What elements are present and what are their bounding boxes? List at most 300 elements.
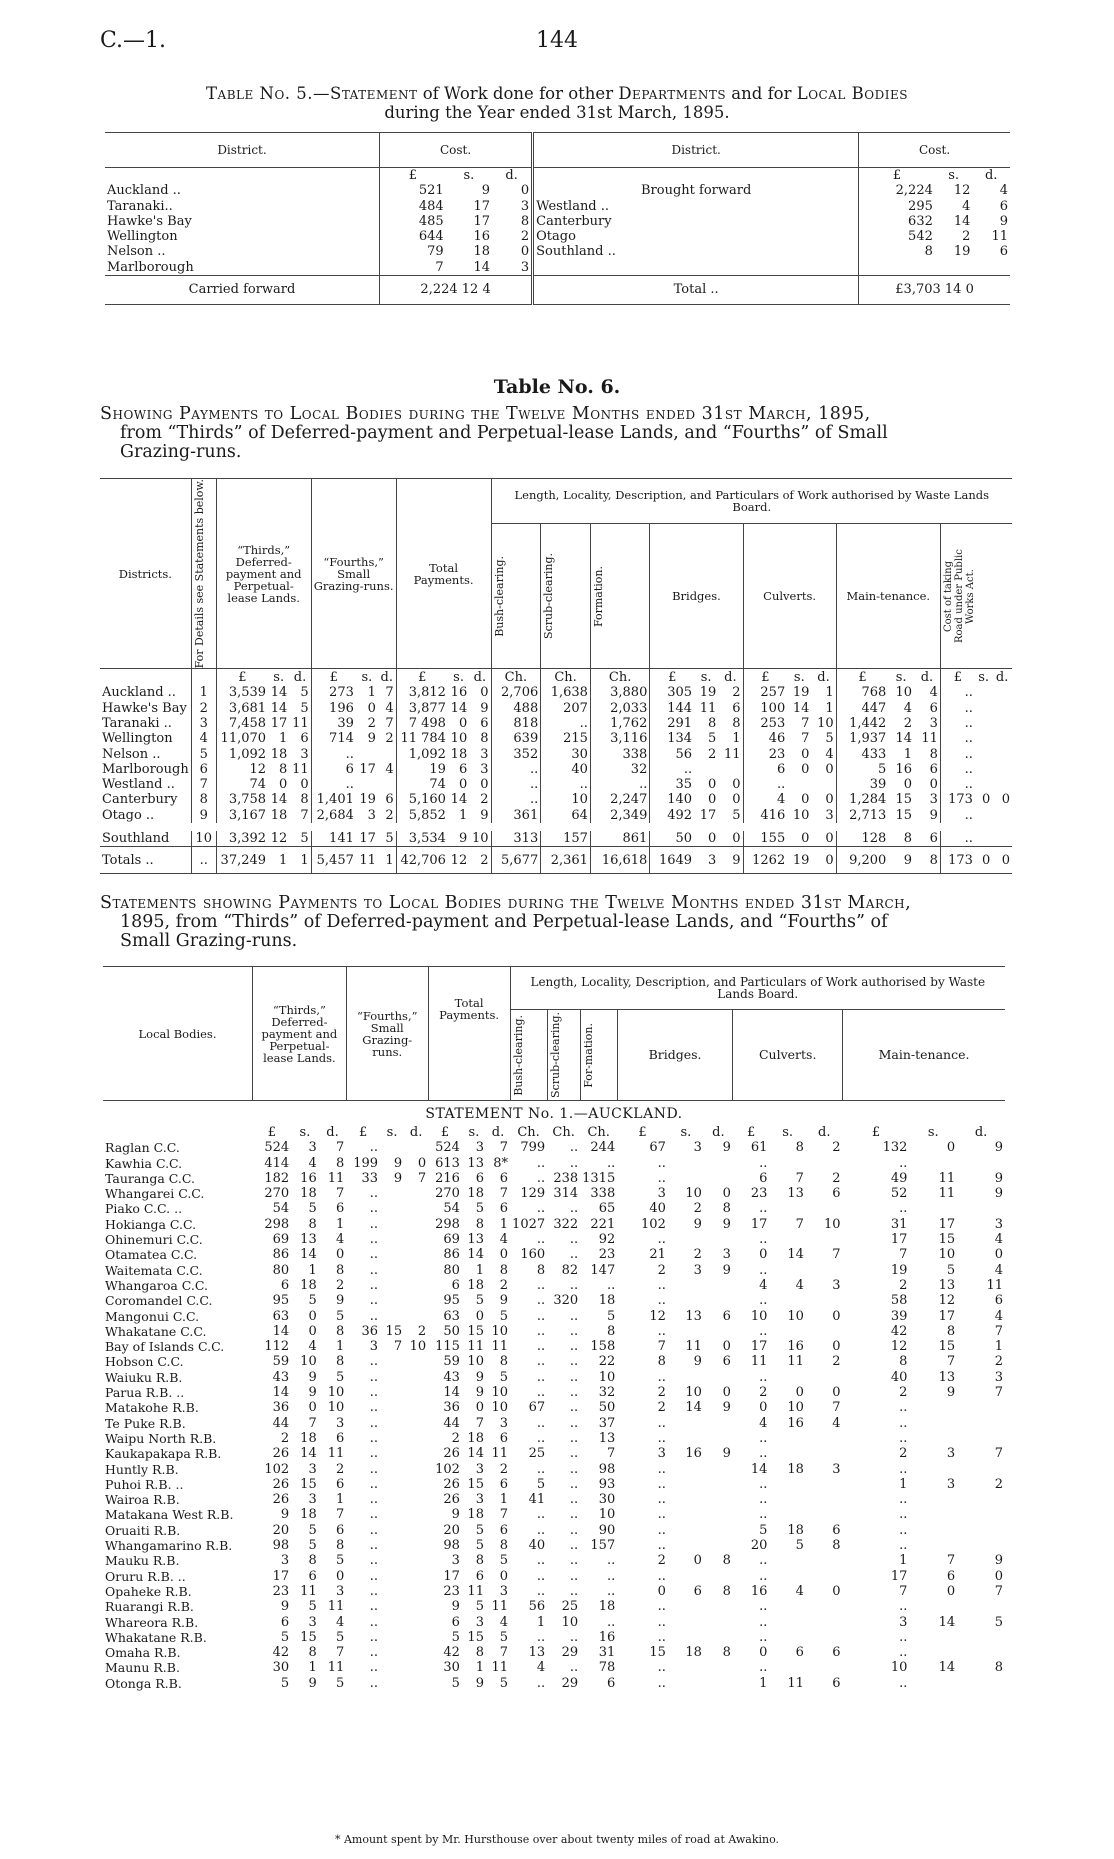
maintenance-header: Main-tenance. [843,1010,1005,1101]
value-cell: 0 [946,1583,956,1599]
value-cell: 8 [475,1216,484,1232]
value-cell: 0 [499,1247,509,1263]
value-cell: 1 [336,1339,345,1355]
value-cell: 3,534 [408,831,446,847]
value-cell: 14 [467,1247,484,1263]
value-cell [957,1538,1005,1553]
value-cell: .. [369,1446,379,1462]
value-cell: 3 [308,1492,317,1508]
local-body-name: Huntly R.B. [105,1461,179,1477]
value-cell: .. [606,1277,616,1293]
value-cell: 7 [336,1507,345,1523]
value-cell [957,1201,1005,1216]
value-cell: 14 [270,792,288,808]
table-row [103,1462,1005,1477]
cost-value: 0 [492,183,533,198]
value-cell: 8 [336,1155,345,1171]
value-cell [668,1492,704,1507]
value-cell [668,1156,704,1171]
value-cell [668,1523,704,1538]
value-cell [806,1324,843,1339]
value-cell: 6 [345,761,354,777]
value-cell: .. [536,1277,546,1293]
value-cell: 0 [417,1155,427,1171]
value-cell [380,1538,404,1553]
value-cell: .. [899,1538,908,1554]
value-cell: 6 [499,1522,509,1538]
value-cell: 5 [308,1522,317,1538]
value-cell: 5 [336,1629,345,1645]
value-cell: 9 [191,808,216,823]
value-cell: .. [369,1186,379,1202]
value-cell: 3 [899,1614,908,1630]
value-cell [806,1599,843,1614]
value-cell [957,1431,1005,1446]
table-row [103,1385,1005,1400]
value-cell: .. [759,1369,768,1385]
value-cell: .. [606,1614,616,1630]
value-cell: 3 [832,1461,841,1477]
value-cell: 0 [722,1186,731,1202]
value-cell: 36 [361,1323,379,1339]
table-row [100,747,1012,762]
value-cell: 7 [336,1186,345,1202]
value-cell [975,808,992,823]
totals-row [100,847,1012,874]
length-header: Length, Locality, Description, and Particulars of Work authorised by Waste Lands Board. [491,479,1012,524]
value-cell: 11,070 [220,731,267,747]
value-cell: 1 [308,1262,317,1278]
local-body-name: Whangarei C.C. [105,1186,205,1202]
value-cell [957,1462,1005,1477]
value-cell: 3,812 [408,685,446,701]
value-cell: 2 [899,1277,908,1293]
value-cell: .. [569,1201,579,1217]
value-cell: 15 [895,807,913,823]
value-cell: 4 [378,762,396,777]
unit-label: Ch. [491,669,541,686]
value-cell: 6 [475,1170,484,1186]
value-cell: 9 [722,1446,731,1462]
value-cell [356,777,378,792]
value-cell: 1,442 [849,715,887,731]
value-cell: 9 [722,1262,731,1278]
value-cell: 7 [499,1507,509,1523]
value-cell: 10 [824,1216,841,1232]
value-cell: 2 [693,1247,702,1263]
value-cell: 6 [289,731,311,746]
unit-label: s. [268,669,289,686]
local-bodies-header: Local Bodies. [103,967,253,1101]
value-cell: .. [759,1323,768,1339]
value-cell: 82 [561,1262,579,1278]
unit-label: s. [386,1125,398,1140]
value-cell: .. [899,1599,908,1615]
value-cell [909,1400,957,1415]
table-row [103,1615,1005,1630]
local-body-name: Whangamarino R.B. [105,1538,233,1554]
value-cell: .. [536,1522,546,1538]
value-cell: 5 [336,1675,345,1691]
value-cell [769,1370,806,1385]
value-cell: 11 [685,1339,702,1355]
value-cell: .. [369,1247,379,1263]
value-cell: 14 [270,685,288,701]
value-cell: 14 [467,1446,484,1462]
unit-label: s. [927,1125,939,1140]
value-cell: 17 [890,1568,908,1584]
value-cell: 8 [903,831,913,847]
value-cell: 40 [649,1201,666,1217]
district-name: Taranaki.. [105,199,380,214]
unit-label: £ [311,669,356,686]
value-cell: .. [899,1400,908,1416]
value-cell [718,762,743,777]
value-cell [769,1553,806,1568]
value-cell: 5 [536,1476,546,1492]
value-cell [769,1599,806,1614]
value-cell: 50 [443,1323,460,1339]
value-cell: 0 [336,1247,345,1263]
value-cell: 59 [272,1354,290,1370]
value-cell: 5 [994,1614,1003,1630]
value-cell: .. [569,1461,579,1477]
value-cell: 5 [878,761,887,777]
value-cell: 0 [832,1339,841,1355]
unit-label: Ch. [517,1125,540,1140]
value-cell [992,701,1012,716]
value-cell [704,1416,733,1431]
unit-label: £ [892,168,902,183]
value-cell [769,1492,806,1507]
value-cell: 4 [795,1277,804,1293]
table-row [103,1446,1005,1461]
value-cell: 2 [336,1277,345,1293]
table6-caption-line2: from “Thirds” of Deferred-payment and Perpetual-lease Lands, and “Fourths” of Small [120,423,888,443]
value-cell: 3 [191,716,216,731]
value-cell: .. [657,1629,666,1645]
value-cell: .. [606,1155,616,1171]
value-cell: .. [657,1507,666,1523]
value-cell: 1 [499,1492,509,1508]
table-row [103,1293,1005,1308]
blank-cell [859,260,935,276]
value-cell: 639 [491,731,541,746]
value-cell: 4 [759,1415,768,1431]
value-cell: .. [369,1614,379,1630]
value-cell: 8 [308,1645,317,1661]
value-cell: 4 [994,1262,1003,1278]
value-cell [806,1293,843,1308]
value-cell: .. [536,1675,546,1691]
value-cell: 298 [264,1216,290,1232]
value-cell: 13 [467,1232,484,1248]
cost-value: 14 [473,259,491,275]
value-cell: 1,401 [316,792,354,808]
value-cell [380,1354,404,1369]
unit-label: s. [299,1125,311,1140]
value-cell: 244 [590,1140,616,1156]
value-cell: .. [964,685,973,701]
value-cell: 10 [191,831,216,847]
value-cell [975,716,992,731]
bridges-header: Bridges. [650,523,743,669]
district-name: Marlborough [105,260,380,276]
cost-value: 19 [953,244,971,260]
value-cell: 2 [469,792,491,807]
value-cell [380,1201,404,1216]
value-cell: .. [759,1629,768,1645]
value-cell [668,1569,704,1584]
value-cell: 155 [760,831,786,847]
value-cell: 6 [759,1170,768,1186]
value-cell: 15 [300,1629,317,1645]
value-cell: 8 [707,715,717,731]
value-cell: 7 [499,1645,509,1661]
value-cell: 40 [541,762,591,777]
value-cell: 5 [289,831,311,847]
local-body-name: Whakatane R.B. [105,1629,207,1645]
value-cell [769,1446,806,1461]
value-cell: 14 [300,1446,317,1462]
value-cell: .. [569,1629,579,1645]
local-body-name: Ohinemuri C.C. [105,1232,203,1248]
value-cell: 54 [443,1201,460,1217]
value-cell: 32 [598,1385,616,1401]
unit-label: d. [378,669,396,686]
district-header: District. [105,133,380,168]
value-cell: 2 [378,808,396,823]
value-cell: .. [536,1339,546,1355]
value-cell: 52 [890,1186,908,1202]
value-cell: 63 [272,1308,290,1324]
unit-label: d. [914,669,940,686]
unit-label: d. [289,669,311,686]
value-cell [404,1477,428,1492]
formation-header [580,1010,617,1101]
cost-value: 11 [991,229,1008,245]
value-cell: 9 [458,831,468,847]
value-cell [957,1599,1005,1614]
value-cell: 5 [308,1599,317,1615]
value-cell [404,1278,428,1293]
value-cell: 6 [914,701,940,716]
value-cell: 338 [590,747,649,762]
value-cell [704,1676,733,1691]
value-cell: 6 [914,762,940,777]
value-cell: .. [369,1308,379,1324]
value-cell: 35 [675,777,693,793]
value-cell: 18 [467,1277,484,1293]
value-cell: 19 [792,685,810,701]
value-cell: 2 [994,1354,1003,1370]
value-cell: 6 [693,1583,702,1599]
value-cell: 30 [598,1492,616,1508]
value-cell [380,1507,404,1522]
value-cell [806,1431,843,1446]
cost-road-header-text: Cost of taking Road under Public Works Act. [942,549,976,643]
table-row [103,1278,1005,1293]
unit-label: s. [787,669,811,686]
value-cell: 13 [787,1186,804,1202]
unit-label: Ch. [541,669,591,686]
table-row [103,1156,1005,1171]
local-body-name: Parua R.B. .. [105,1385,185,1401]
value-cell [992,747,1012,762]
value-cell: 9 [469,808,491,823]
local-body-name: Ruarangi R.B. [105,1599,194,1615]
value-cell: 10 [787,1400,804,1416]
value-cell: 58 [890,1293,908,1309]
table6-heading: Table No. 6. [493,376,621,398]
value-cell: 5 [336,1553,345,1569]
value-cell [704,1477,733,1492]
blank-cell [533,260,859,276]
bush-header-text: Bush-clearing. [492,555,506,637]
value-cell: 0 [707,777,717,793]
value-cell: 10 [327,1385,345,1401]
cost-value: 6 [999,198,1008,214]
value-cell: 6 [832,1186,841,1202]
value-cell: 2,349 [590,808,649,823]
value-cell: 7 [994,1385,1003,1401]
district-name: Hawke's Bay [100,701,191,716]
value-cell: 10 [895,685,913,701]
value-cell [668,1278,704,1293]
value-cell: 140 [667,792,693,808]
value-cell: 11 [787,1675,804,1691]
value-cell: 9 [367,731,376,747]
value-cell: .. [536,1354,546,1370]
value-cell: 19 [890,1262,908,1278]
table-row [103,1630,1005,1645]
value-cell: .. [759,1430,768,1446]
value-cell [668,1324,704,1339]
value-cell: 1 [994,1339,1003,1355]
table-row [103,1354,1005,1369]
value-cell: .. [369,1369,379,1385]
value-cell: 6 [499,1170,509,1186]
value-cell: 11 [986,1277,1003,1293]
value-cell: .. [369,1262,379,1278]
value-cell: 74 [249,777,267,793]
value-cell: .. [657,1660,666,1676]
value-cell: 17 [443,1568,460,1584]
cost-value: 4 [962,198,971,214]
value-cell: 14 [270,700,288,716]
value-cell: 18 [467,1430,484,1446]
value-cell: 132 [882,1140,908,1156]
value-cell [380,1569,404,1584]
value-cell: 17 [750,1339,768,1355]
value-cell: 18 [270,807,288,823]
value-cell: .. [536,1507,546,1523]
value-cell: 16 [750,1583,768,1599]
value-cell: 10 [811,716,836,731]
value-cell: 3 [722,1247,731,1263]
value-cell: 1315 [582,1170,616,1186]
value-cell [404,1247,428,1262]
table-row [103,1400,1005,1415]
value-cell: .. [606,1568,616,1584]
value-cell: 1 [759,1675,768,1691]
value-cell: 8 [657,1354,666,1370]
table-row [105,229,1010,244]
value-cell: 1 [268,847,289,874]
value-cell: 0 [279,777,288,793]
local-body-name: Waipu North R.B. [105,1430,217,1446]
value-cell: 4 [499,1614,509,1630]
table6-units-row [100,669,1012,686]
value-cell: 8 [722,1583,731,1599]
value-cell: 1 [536,1614,546,1630]
value-cell [380,1385,404,1400]
value-cell: 11 [718,747,743,762]
table-row [103,1370,1005,1385]
value-cell: 29 [561,1645,579,1661]
value-cell: 129 [520,1186,546,1202]
unit-label: d. [984,168,998,183]
value-cell: 6 [914,831,940,847]
value-cell: 291 [667,715,693,731]
value-cell: .. [536,1155,546,1171]
value-cell: .. [536,1170,546,1186]
value-cell [806,1477,843,1492]
value-cell: 3 [499,1583,509,1599]
value-cell: .. [657,1369,666,1385]
value-cell: 3 [308,1140,317,1156]
value-cell: 8* [493,1155,509,1171]
value-cell [668,1538,704,1553]
value-cell [992,716,1012,731]
value-cell: 26 [272,1446,290,1462]
value-cell: 2 [832,1140,841,1156]
value-cell [380,1615,404,1630]
value-cell [380,1676,404,1691]
value-cell: 0 [469,685,491,700]
value-cell: 10 [491,1400,509,1416]
value-cell [380,1523,404,1538]
value-cell: 10 [890,1660,908,1676]
value-cell: 8 [475,1553,484,1569]
value-cell: 8 [914,747,940,762]
value-cell: 14 [272,1323,290,1339]
unit-label: Ch. [587,1125,610,1140]
value-cell [380,1278,404,1293]
value-cell [992,831,1012,847]
value-cell: 3,167 [228,807,267,823]
unit-label: d. [326,1125,339,1140]
table-row [103,1186,1005,1201]
value-cell: 6 [832,1522,841,1538]
value-cell: 26 [443,1446,460,1462]
table-row [103,1431,1005,1446]
value-cell: 4 [776,792,786,808]
value-cell: 17 [890,1232,908,1248]
value-cell: 17 [938,1216,956,1232]
value-cell: 10 [792,807,810,823]
unit-label: s. [356,669,378,686]
table-row [103,1217,1005,1232]
value-cell [704,1171,733,1186]
value-cell: 7 [994,1323,1003,1339]
blank-cell [972,260,1010,276]
value-cell: 50 [598,1400,616,1416]
value-cell: 141 [329,831,354,847]
value-cell [404,1416,428,1431]
details-header [191,479,216,669]
value-cell: 11 [750,1354,768,1370]
